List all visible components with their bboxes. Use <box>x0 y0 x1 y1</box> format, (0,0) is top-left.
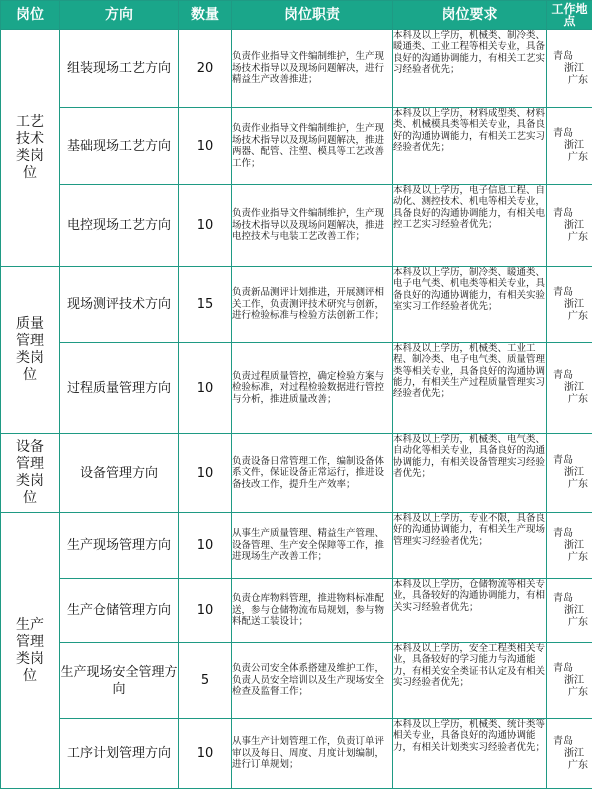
table-row <box>1 434 592 513</box>
requirements-cell: 本科及以上学历，专业不限，具备良好的沟通协调能力，有相关生产现场管理实习经验者优先； <box>393 513 547 579</box>
quantity-cell: 10 <box>179 343 232 434</box>
location-cell: 青岛 浙江 广东 <box>547 185 592 267</box>
quantity-cell: 10 <box>179 579 232 643</box>
location-cell: 青岛 浙江 广东 <box>547 434 592 513</box>
requirements-cell: 本科及以上学历，机械类、统计类等相关专业，具备良好的沟通协调能力，有相关计划类实习经验者优先； <box>393 719 547 789</box>
requirements-cell: 本科及以上学历，机械类、电气类、自动化等相关专业，具备良好的沟通协调能力，有相关设备管理实习经验者优先； <box>393 434 547 513</box>
table-row <box>1 579 592 643</box>
header-requirements: 岗位要求 <box>393 1 547 30</box>
duties-cell: 负责作业指导文件编制维护，生产现场技术指导以及现场问题解决，进行精益生产改善推进； <box>232 30 393 108</box>
duties-cell: 负责仓库物料管理，推进物料标准配送，参与仓储物流布局规划，参与物料配送工装设计； <box>232 579 393 643</box>
category-label: 工艺技术类岗位 <box>16 114 44 181</box>
location-cell: 青岛 浙江 广东 <box>547 30 592 108</box>
requirements-cell: 本科及以上学历，电子信息工程、自动化、测控技术、机电等相关专业，具备良好的沟通协调能力，有相关电控工艺实习经验者优先； <box>393 185 547 267</box>
category-cell <box>1 267 60 434</box>
category-label: 质量管理类岗位 <box>16 316 44 383</box>
table-row <box>1 267 592 343</box>
duties-cell: 负责新品测评计划推进，开展测评相关工作，负责测评技术研究与创新，进行检验标准与检验方法创新工作； <box>232 267 393 343</box>
quantity-cell: 20 <box>179 30 232 108</box>
requirements-cell: 本科及以上学历，材料成型类、材料类、机械模具类等相关专业，具备良好的沟通协调能力，有相关工艺实习经验者优先； <box>393 108 547 185</box>
table-row <box>1 513 592 579</box>
direction-cell: 生产现场安全管理方向 <box>60 643 179 719</box>
duties-cell: 负责过程质量管控，确定检验方案与检验标准，对过程检验数据进行管控与分析，推进质量改善； <box>232 343 393 434</box>
header-row <box>1 1 592 30</box>
header-location: 工作地点 <box>547 1 592 30</box>
direction-cell: 组装现场工艺方向 <box>60 30 179 108</box>
requirements-cell: 本科及以上学历，机械类、工业工程、制冷类、电子电气类、质量管理类等相关专业，具备良好的沟通协调能力，有相关生产过程质量管理实习经验者优先； <box>393 343 547 434</box>
duties-cell: 负责公司安全体系搭建及维护工作，负责人员安全培训以及生产现场安全检查及监督工作； <box>232 643 393 719</box>
duties-cell: 从事生产计划管理工作，负责订单评审以及每日、周度、月度计划编制，进行订单规划； <box>232 719 393 789</box>
table-row <box>1 643 592 719</box>
location-cell: 青岛 浙江 广东 <box>547 513 592 579</box>
location-cell: 青岛 浙江 广东 <box>547 343 592 434</box>
header-duties: 岗位职责 <box>232 1 393 30</box>
location-cell: 青岛 浙江 广东 <box>547 579 592 643</box>
direction-cell: 工序计划管理方向 <box>60 719 179 789</box>
direction-cell: 过程质量管理方向 <box>60 343 179 434</box>
category-label: 生产管理类岗位 <box>16 616 44 684</box>
requirements-cell: 本科及以上学历，制冷类、暖通类、电子电气类、机电类等相关专业，具备良好的沟通协调能力，有相关实验室实习工作经验者优先； <box>393 267 547 343</box>
table-row <box>1 719 592 789</box>
header-category: 岗位 <box>1 1 60 30</box>
requirements-cell: 本科及以上学历，仓储物流等相关专业，具备较好的沟通协调能力，有相关实习经验者优先； <box>393 579 547 643</box>
requirements-cell: 本科及以上学历，安全工程类相关专业，具备较好的学习能力与沟通能力，有相关安全类证书认定及有相关实习经验者优先； <box>393 643 547 719</box>
direction-cell: 生产现场管理方向 <box>60 513 179 579</box>
direction-cell: 基础现场工艺方向 <box>60 108 179 185</box>
duties-cell: 负责作业指导文件编制维护，生产现场技术指导以及现场问题解决，推进两器、配管、注塑、模具等工艺改善工作； <box>232 108 393 185</box>
category-label: 设备管理类岗位 <box>16 439 44 506</box>
location-cell: 青岛 浙江 广东 <box>547 643 592 719</box>
requirements-cell: 本科及以上学历，机械类、制冷类、暖通类、工业工程等相关专业，具备良好的沟通协调能力，有相关工艺实习经验者优先； <box>393 30 547 108</box>
category-cell <box>1 30 60 267</box>
table-row <box>1 185 592 267</box>
quantity-cell: 10 <box>179 719 232 789</box>
location-cell: 青岛 浙江 广东 <box>547 719 592 789</box>
quantity-cell: 5 <box>179 643 232 719</box>
direction-cell: 电控现场工艺方向 <box>60 185 179 267</box>
direction-cell: 设备管理方向 <box>60 434 179 513</box>
direction-cell: 现场测评技术方向 <box>60 267 179 343</box>
quantity-cell: 10 <box>179 513 232 579</box>
table-row <box>1 343 592 434</box>
quantity-cell: 10 <box>179 108 232 185</box>
table-row <box>1 30 592 108</box>
quantity-cell: 10 <box>179 434 232 513</box>
category-cell <box>1 513 60 789</box>
header-quantity: 数量 <box>179 1 232 30</box>
duties-cell: 负责作业指导文件编制维护，生产现场技术指导以及现场问题解决，推进电控技术与电装工艺改善工作； <box>232 185 393 267</box>
direction-cell: 生产仓储管理方向 <box>60 579 179 643</box>
location-cell: 青岛 浙江 广东 <box>547 108 592 185</box>
duties-cell: 从事生产质量管理、精益生产管理、设备管理、生产安全保障等工作，推进现场生产改善工作； <box>232 513 393 579</box>
table-row <box>1 108 592 185</box>
duties-cell: 负责设备日常管理工作，编制设备体系文件，保证设备正常运行，推进设备技改工作，提升生产效率； <box>232 434 393 513</box>
category-cell <box>1 434 60 513</box>
quantity-cell: 10 <box>179 185 232 267</box>
header-direction: 方向 <box>60 1 179 30</box>
quantity-cell: 15 <box>179 267 232 343</box>
location-cell: 青岛 浙江 广东 <box>547 267 592 343</box>
